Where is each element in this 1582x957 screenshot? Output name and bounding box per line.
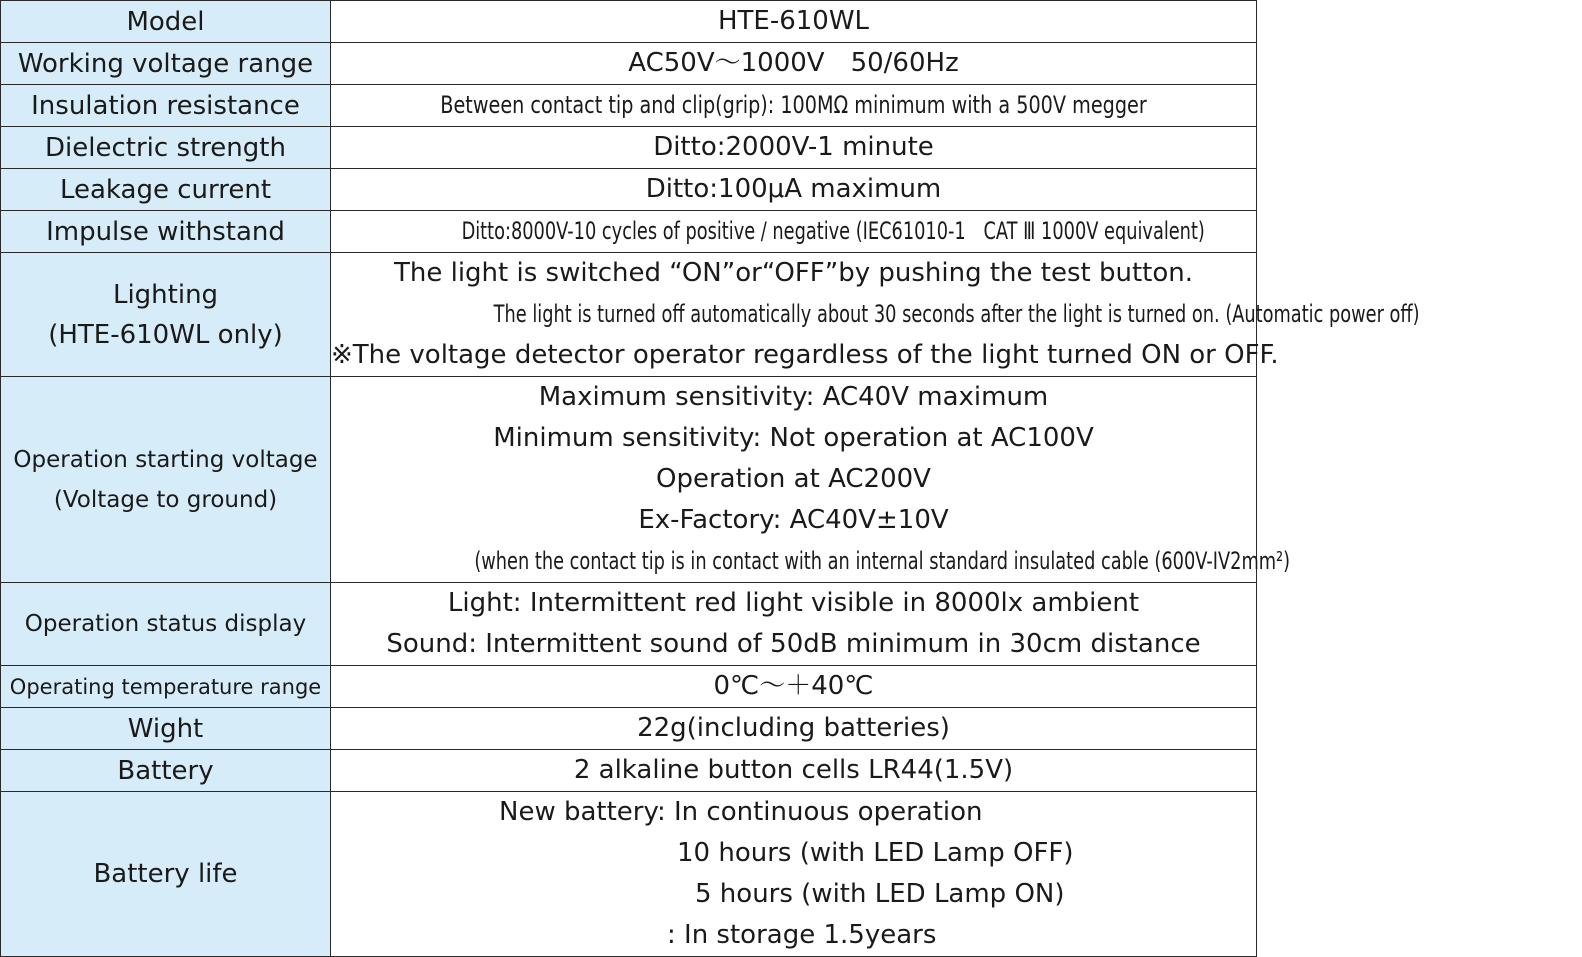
value-text: Ditto:8000V-10 cycles of positive / negative (IEC61010-1 CAT Ⅲ 1000V equivalent) xyxy=(461,217,1205,245)
row-operation-starting xyxy=(1,377,1257,583)
row-working-voltage xyxy=(1,43,1257,85)
value-line: Sound: Intermittent sound of 50dB minimum in 30cm distance xyxy=(386,629,1201,659)
label-line: Lighting xyxy=(112,279,219,310)
row-label: Leakage current xyxy=(1,169,331,211)
row-value xyxy=(331,583,1257,666)
row-value: 0℃～＋40℃ xyxy=(331,666,1257,708)
row-leakage xyxy=(1,169,1257,211)
row-value: 22g(including batteries) xyxy=(331,708,1257,750)
row-value xyxy=(331,85,1257,127)
value-text: Between contact tip and clip(grip): 100MΩ minimum with a 500V megger xyxy=(440,91,1147,119)
row-label: Working voltage range xyxy=(1,43,331,85)
row-label: Battery xyxy=(1,750,331,792)
row-label xyxy=(1,377,331,583)
row-value: Ditto:2000V-1 minute xyxy=(331,127,1257,169)
value-text: The light is turned off automatically about 30 seconds after the light is turned on. (Automatic power off) xyxy=(493,300,1420,328)
row-dielectric xyxy=(1,127,1257,169)
value-line: New battery: In continuous operation xyxy=(499,797,983,827)
value-line: Maximum sensitivity: AC40V maximum xyxy=(538,382,1049,412)
value-line: Minimum sensitivity: Not operation at AC100V xyxy=(493,423,1094,453)
value-line: Light: Intermittent red light visible in 8000lx ambient xyxy=(447,588,1140,618)
value-line xyxy=(331,541,1291,582)
row-model xyxy=(1,1,1257,43)
row-label: Operation status display xyxy=(1,583,331,666)
row-weight xyxy=(1,708,1257,750)
row-label: Dielectric strength xyxy=(1,127,331,169)
row-value: 2 alkaline button cells LR44(1.5V) xyxy=(331,750,1257,792)
row-label: Impulse withstand xyxy=(1,211,331,253)
row-value: AC50V～1000V 50/60Hz xyxy=(331,43,1257,85)
label-line: (HTE-610WL only) xyxy=(48,319,283,350)
value-line: 5 hours (with LED Lamp ON) xyxy=(695,879,1065,909)
row-lighting xyxy=(1,253,1257,377)
row-value xyxy=(331,377,1291,583)
label-line: (Voltage to ground) xyxy=(53,486,278,513)
value-line xyxy=(331,294,1420,335)
row-temperature xyxy=(1,666,1257,708)
row-value xyxy=(331,211,1257,253)
row-operation-status xyxy=(1,583,1257,666)
row-label: Model xyxy=(1,1,331,43)
row-value xyxy=(331,792,1257,957)
row-label: Insulation resistance xyxy=(1,85,331,127)
value-line: The light is switched “ON”or“OFF”by pushing the test button. xyxy=(393,258,1193,288)
row-label xyxy=(1,253,331,377)
row-value: HTE-610WL xyxy=(331,1,1257,43)
row-impulse xyxy=(1,211,1257,253)
row-battery xyxy=(1,750,1257,792)
row-label: Operating temperature range xyxy=(1,666,331,708)
row-value xyxy=(331,253,1420,377)
value-line: ※The voltage detector operator regardless of the light turned ON or OFF. xyxy=(331,340,1279,370)
row-battery-life xyxy=(1,792,1257,957)
value-line: Ex-Factory: AC40V±10V xyxy=(638,505,949,535)
value-line: 10 hours (with LED Lamp OFF) xyxy=(677,838,1074,868)
row-insulation xyxy=(1,85,1257,127)
row-label: Battery life xyxy=(1,792,331,957)
value-line: : In storage 1.5years xyxy=(667,920,937,950)
value-line: Operation at AC200V xyxy=(656,464,931,494)
row-value: Ditto:100μA maximum xyxy=(331,169,1257,211)
value-text: (when the contact tip is in contact with an internal standard insulated cable (600V-IV2mm²) xyxy=(474,547,1291,575)
label-line: Operation starting voltage xyxy=(13,446,318,473)
row-label: Wight xyxy=(1,708,331,750)
